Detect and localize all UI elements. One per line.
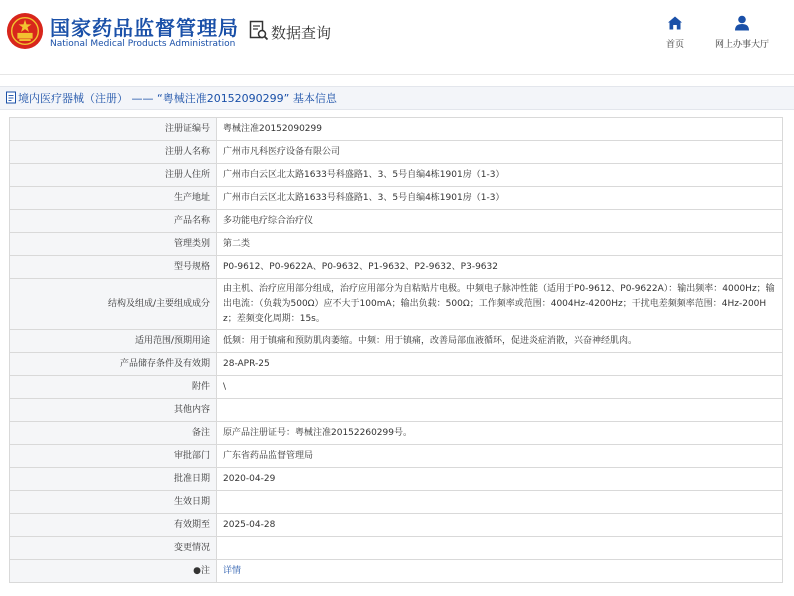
- table-row: [10, 445, 783, 468]
- nav-home-link[interactable]: [656, 14, 694, 50]
- row-label: 审批部门: [10, 445, 217, 468]
- section-title: 境内医疗器械（注册） —— “粤械注准20152090299” 基本信息: [18, 92, 337, 105]
- table-row: [10, 537, 783, 560]
- row-label: 注册证编号: [10, 118, 217, 141]
- table-row: [10, 233, 783, 256]
- org-name-en: National Medical Products Administration: [50, 39, 236, 49]
- row-value: 广州市凡科医疗设备有限公司: [217, 141, 783, 164]
- row-value: P0-9612、P0-9622A、P0-9632、P1-9632、P2-9632、P3-9632: [217, 256, 783, 279]
- row-value: \: [217, 376, 783, 399]
- row-value: [217, 560, 783, 583]
- row-label: 有效期至: [10, 514, 217, 537]
- table-row: [10, 422, 783, 445]
- document-search-icon: [249, 20, 269, 42]
- table-row: [10, 514, 783, 537]
- table-row: [10, 118, 783, 141]
- table-row: [10, 141, 783, 164]
- row-value: 广州市白云区北太路1633号科盛路1、3、5号自编4栋1901房（1-3）: [217, 164, 783, 187]
- details-link[interactable]: 详情: [223, 565, 242, 576]
- row-label: 型号规格: [10, 256, 217, 279]
- row-label: 批准日期: [10, 468, 217, 491]
- row-label: 产品储存条件及有效期: [10, 353, 217, 376]
- table-row: [10, 376, 783, 399]
- row-value: 由主机、治疗应用部分组成，治疗应用部分为自粘贴片电极。中频电子脉冲性能（适用于P0-9612、P0-9622A）：输出频率：4000Hz；输出电流：（负载为500Ω）应不大于100mA；输出负载：500Ω；工作频率或范围：4004Hz-4200Hz；干扰电差频频率范围：4Hz-200Hz；差频变化周期：15s。: [217, 279, 783, 330]
- row-value: 2020-04-29: [217, 468, 783, 491]
- row-value: [217, 491, 783, 514]
- row-label: ●注: [10, 560, 217, 583]
- table-row: [10, 330, 783, 353]
- table-row: [10, 468, 783, 491]
- row-label: 附件: [10, 376, 217, 399]
- row-value: 低频：用于镇痛和预防肌肉萎缩。中频：用于镇痛，改善局部血液循环，促进炎症消散，兴奋神经肌肉。: [217, 330, 783, 353]
- row-label: 其他内容: [10, 399, 217, 422]
- row-label: 备注: [10, 422, 217, 445]
- header-divider: [0, 74, 794, 75]
- national-emblem-icon: [6, 12, 44, 50]
- row-value: 第二类: [217, 233, 783, 256]
- section-title-bar: [0, 86, 794, 110]
- table-row: [10, 279, 783, 330]
- row-label: 适用范围/预期用途: [10, 330, 217, 353]
- row-label: 生效日期: [10, 491, 217, 514]
- row-label: 产品名称: [10, 210, 217, 233]
- row-value: 原产品注册证号：粤械注准20152260299号。: [217, 422, 783, 445]
- table-row: [10, 353, 783, 376]
- row-label: 变更情况: [10, 537, 217, 560]
- table-row: [10, 399, 783, 422]
- user-icon: [733, 14, 751, 32]
- row-label: 管理类别: [10, 233, 217, 256]
- document-icon: [5, 91, 17, 104]
- row-label: 结构及组成/主要组成成分: [10, 279, 217, 330]
- table-row: [10, 210, 783, 233]
- row-label: 注册人住所: [10, 164, 217, 187]
- row-value: 粤械注准20152090299: [217, 118, 783, 141]
- table-row: [10, 187, 783, 210]
- query-title: 数据查询: [271, 24, 332, 42]
- nav-online-office-label: 网上办事大厅: [714, 40, 769, 50]
- table-row: [10, 560, 783, 583]
- table-row: [10, 256, 783, 279]
- row-value: 2025-04-28: [217, 514, 783, 537]
- registration-info-table: [9, 117, 783, 583]
- row-label: 生产地址: [10, 187, 217, 210]
- row-value: [217, 537, 783, 560]
- table-row: [10, 491, 783, 514]
- row-label: 注册人名称: [10, 141, 217, 164]
- row-value: 广东省药品监督管理局: [217, 445, 783, 468]
- row-value: [217, 399, 783, 422]
- nav-home-label: 首页: [665, 40, 684, 50]
- row-value: 多功能电疗综合治疗仪: [217, 210, 783, 233]
- nav-online-office-link[interactable]: [708, 14, 776, 50]
- row-value: 28-APR-25: [217, 353, 783, 376]
- table-row: [10, 164, 783, 187]
- row-value: 广州市白云区北太路1633号科盛路1、3、5号自编4栋1901房（1-3）: [217, 187, 783, 210]
- org-name-cn: 国家药品监督管理局: [50, 16, 239, 40]
- home-icon: [666, 14, 684, 32]
- site-header: [0, 0, 794, 70]
